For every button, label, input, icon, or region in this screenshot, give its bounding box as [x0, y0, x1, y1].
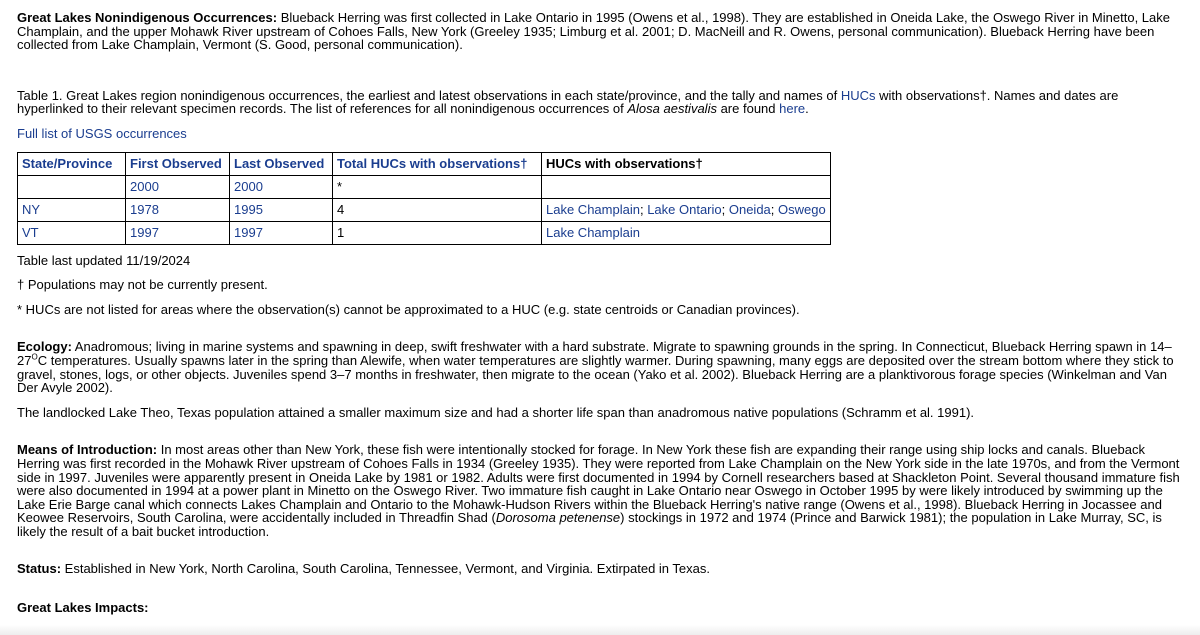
means-text-after: ) stockings in 1972 and 1974 (Prince and Barwick 1981); the population in Lake Murray, SC, is likely the result of a bait bucket introduction. — [17, 510, 1162, 539]
huc-link-lake-champlain[interactable]: Lake Champlain — [546, 201, 640, 217]
occurrences-table — [17, 152, 831, 245]
status-heading: Status: — [17, 561, 62, 577]
huc-separator: ; — [639, 201, 648, 217]
table-caption — [17, 89, 1182, 116]
hucs-link[interactable]: HUCs — [840, 87, 876, 103]
cell-first-observed[interactable]: 1997 — [126, 221, 230, 244]
header-state-province[interactable]: State/Province — [18, 152, 126, 175]
table-last-updated: Table last updated 11/19/2024 — [17, 252, 191, 268]
note-dagger: † Populations may not be currently present. — [17, 277, 268, 293]
cell-state[interactable] — [18, 175, 126, 198]
full-list-usgs-occurrences-link[interactable]: Full list of USGS occurrences — [17, 125, 187, 141]
table-caption-part4: . — [805, 101, 809, 117]
cell-total-hucs: * — [333, 175, 542, 198]
means-text-before: In most areas other than New York, these fish were intentionally stocked for forage. In New York these fish are expanding their range using ship locks and canals. Blueback Herring was first recorded in the Mohawk River upstream of Cohoes Falls in 1934 (Greeley 1935). They were reported from Lake Champlain on the New York side in the late 1970s, and from the Vermont side in 1997. Juveniles were apparently present in Oneida Lake by 1981 or 1982. Adults were first documented in 1994 by Cornell researchers based at Shackleton Point. Several thousand immature fish were also documented in 1994 at a power plant in Minetto on the Oswego River. Two immature fish caught in Lake Ontario near Oswego in October 1995 by were likely introduced by swimming up the Lake Erie Barge canal which connects Lakes Champlain and Ontario to the Mohawk-Hudson Rivers within the Blueback Herring's native range (Owens et al., 1998). Blueback Herring in Jocassee and Keowee Reservoirs, South Carolina, were accidentally included in Threadfin Shad ( — [17, 442, 1180, 526]
cell-hucs — [542, 198, 831, 221]
cell-state[interactable]: VT — [18, 221, 126, 244]
status-paragraph — [17, 562, 1182, 576]
huc-separator: ; — [770, 201, 779, 217]
huc-link-lake-ontario[interactable]: Lake Ontario — [647, 201, 722, 217]
header-total-hucs[interactable]: Total HUCs with observations† — [333, 152, 542, 175]
main-content — [17, 11, 1182, 615]
huc-link-oswego[interactable]: Oswego — [778, 201, 826, 217]
cell-first-observed[interactable]: 2000 — [126, 175, 230, 198]
ecology-paragraph — [17, 340, 1182, 394]
header-last-observed[interactable]: Last Observed — [230, 152, 333, 175]
references-here-link[interactable]: here — [779, 101, 806, 117]
ecology-text-after: C temperatures. Usually spawns later in the spring than Alewife, when water temperatures are slightly warmer. During spawning, many eggs are deposited over the stream bottom where they stick to gravel, stones, logs, or other objects. Juveniles spend 3–7 months in freshwater, then migrate to the ocean (Yako et al. 2002). Blueback Herring are a planktivorous forage species (Winkelman and Van Der Avyle 2002). — [17, 352, 1174, 396]
table-row — [18, 198, 831, 221]
great-lakes-impacts-paragraph — [17, 601, 1182, 615]
great-lakes-occurrences-text: Blueback Herring was first collected in Lake Ontario in 1995 (Owens et al., 1998). They are established in Oneida Lake, the Oswego River in Minetto, Lake Champlain, and the upper Mohawk River upstream of Cohoes Falls, New York (Greeley 1935; Limburg et al. 2001; D. MacNeill and R. Owens, personal communication). Blueback Herring have been collected from Lake Champlain, Vermont (S. Good, personal communication). — [17, 10, 1170, 53]
great-lakes-impacts-heading: Great Lakes Impacts: — [17, 600, 149, 616]
cell-hucs — [542, 221, 831, 244]
table-caption-part2: with observations†. Names and dates are hyperlinked to their relevant specimen records. The list of references for all nonindigenous occurrences of — [17, 87, 1119, 117]
header-hucs-with-observations: HUCs with observations† — [542, 152, 831, 175]
ecology-heading: Ecology: — [17, 339, 72, 355]
threadfin-species-name: Dorosoma petenense — [495, 510, 621, 526]
cell-total-hucs: 1 — [333, 221, 542, 244]
great-lakes-occurrences-paragraph — [17, 11, 1182, 52]
species-name: Alosa aestivalis — [627, 101, 717, 117]
cell-last-observed[interactable]: 1997 — [230, 221, 333, 244]
status-text: Established in New York, North Carolina, South Carolina, Tennessee, Vermont, and Virginia. Extirpated in Texas. — [61, 561, 710, 577]
cell-hucs — [542, 175, 831, 198]
cell-last-observed[interactable]: 1995 — [230, 198, 333, 221]
means-of-introduction-heading: Means of Introduction: — [17, 442, 158, 458]
table-caption-part1: Table 1. Great Lakes region nonindigenous occurrences, the earliest and latest observations in each state/province, and the tally and names of — [17, 87, 841, 103]
note-asterisk: * HUCs are not listed for areas where the observation(s) cannot be approximated to a HUC (e.g. state centroids or Canadian provinces). — [17, 301, 800, 317]
great-lakes-occurrences-heading: Great Lakes Nonindigenous Occurrences: — [17, 10, 278, 25]
huc-link-oneida[interactable]: Oneida — [728, 201, 771, 217]
cell-total-hucs: 4 — [333, 198, 542, 221]
ecology-text-before: Anadromous; living in marine systems and spawning in deep, swift freshwater with a hard substrate. Migrate to spawning grounds in the spring. In Connecticut, Blueback Herring spawn in 14–27 — [17, 339, 1172, 368]
table-row — [18, 221, 831, 244]
degree-superscript: O — [31, 352, 38, 362]
table-header-row — [18, 152, 831, 175]
header-first-observed[interactable]: First Observed — [126, 152, 230, 175]
huc-separator: ; — [721, 201, 729, 217]
lake-theo-paragraph: The landlocked Lake Theo, Texas population attained a smaller maximum size and had a shorter life span than anadromous native populations (Schramm et al. 1991). — [17, 404, 975, 420]
cell-last-observed[interactable]: 2000 — [230, 175, 333, 198]
cell-state[interactable]: NY — [18, 198, 126, 221]
cell-first-observed[interactable]: 1978 — [126, 198, 230, 221]
table-caption-part3: are found — [716, 101, 780, 117]
means-of-introduction-paragraph — [17, 443, 1182, 538]
bottom-fade — [0, 625, 1200, 635]
huc-link-lake-champlain[interactable]: Lake Champlain — [546, 224, 640, 240]
table-row — [18, 175, 831, 198]
